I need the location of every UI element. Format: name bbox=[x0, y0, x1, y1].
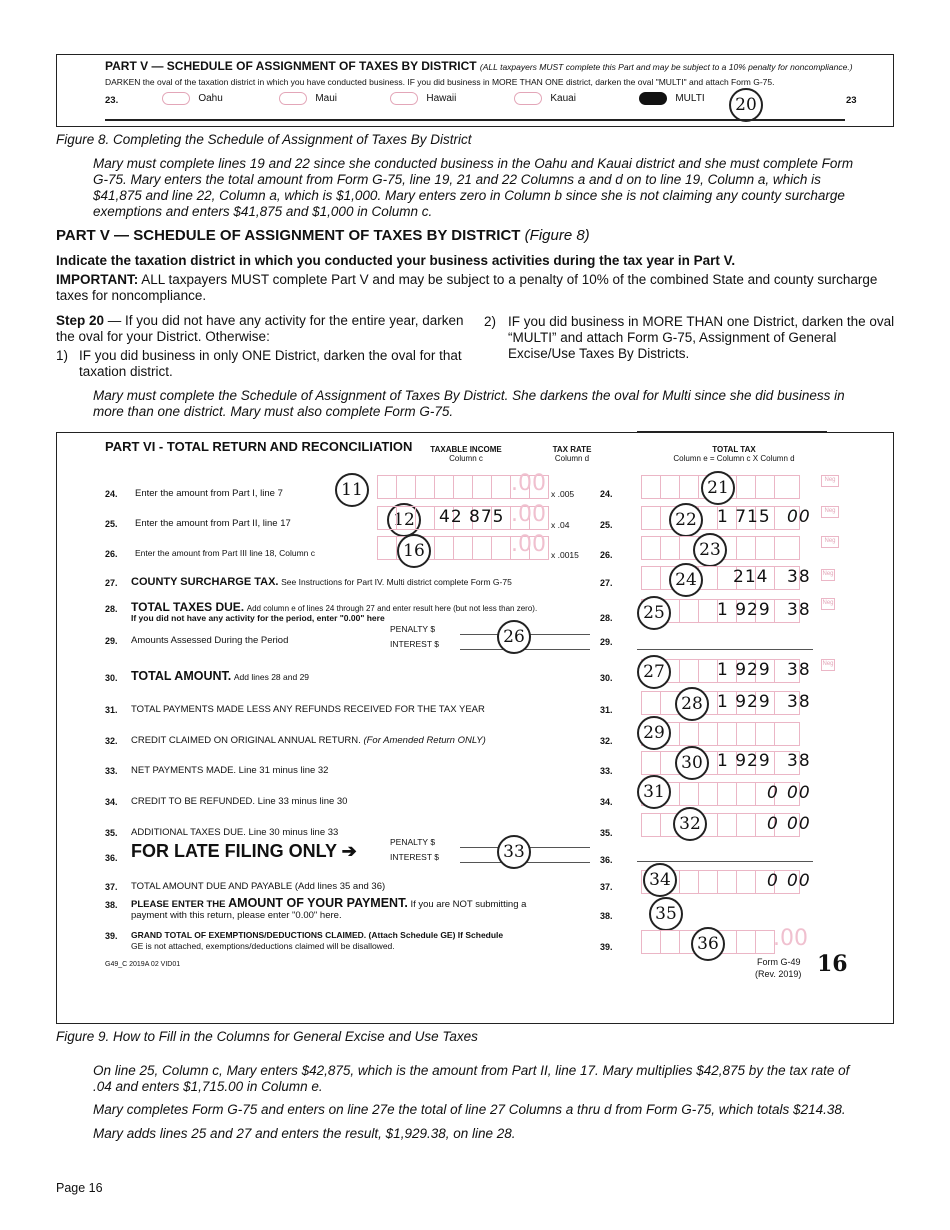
marker-31: 31 bbox=[637, 775, 671, 809]
form-page-number: 16 bbox=[817, 951, 848, 977]
line-39-text-2: GE is not attached, exemptions/deductions claimed will be disallowed. bbox=[131, 941, 395, 951]
line-28-number: 28. bbox=[105, 604, 118, 614]
part5-form-instruction: DARKEN the oval of the taxation district in which you have conducted business. IF you did business in MORE THAN ONE district, darken the oval "MULTI" and attach Form G-75. bbox=[105, 77, 775, 87]
line-26-neg-box[interactable]: Neg bbox=[821, 536, 839, 548]
line-23-number: 23. bbox=[105, 95, 119, 106]
line-35-number-right: 35. bbox=[600, 828, 613, 838]
marker-34: 34 bbox=[643, 863, 677, 897]
line-31-value: 1 929 bbox=[717, 692, 771, 712]
figure-9-caption: Figure 9. How to Fill in the Columns for General Excise and Use Taxes bbox=[56, 1029, 478, 1044]
line-27-number-right: 27. bbox=[600, 578, 613, 588]
line-34-number: 34. bbox=[105, 797, 118, 807]
form-revision: (Rev. 2019) bbox=[755, 969, 802, 979]
step-item-2: 2) IF you did business in MORE THAN one District, darken the oval “MULTI” and attach Form G-75, Assignment of General Excise/Use Taxes By Districts. bbox=[484, 314, 895, 361]
district-maui[interactable]: Maui bbox=[279, 92, 337, 105]
district-multi[interactable]: MULTI bbox=[639, 92, 705, 105]
important-label: IMPORTANT: bbox=[56, 272, 139, 287]
line-29-penalty: PENALTY $ bbox=[390, 624, 436, 634]
line-31-cents: 38 bbox=[787, 692, 811, 712]
marker-35: 35 bbox=[649, 897, 683, 931]
col-d-header: TAX RATE Column d bbox=[552, 445, 592, 463]
line-38-number: 38. bbox=[105, 900, 118, 910]
line-32-number: 32. bbox=[105, 736, 118, 746]
form-code: G49_C 2019A 02 VID01 bbox=[105, 961, 181, 968]
col-c-header: TAXABLE INCOME Column c bbox=[430, 445, 502, 463]
page-footer: Page 16 bbox=[56, 1181, 103, 1195]
line-27-cents: 38 bbox=[787, 567, 811, 587]
line-27-value: 214 bbox=[733, 567, 769, 587]
line-25-number-right: 25. bbox=[600, 520, 613, 530]
line-36-penalty: PENALTY $ bbox=[390, 837, 436, 847]
line-34-text: CREDIT TO BE REFUNDED. Line 33 minus line 30 bbox=[131, 796, 348, 807]
part6-form bbox=[56, 432, 894, 1024]
line-38-text: PLEASE ENTER THE AMOUNT OF YOUR PAYMENT. If you are NOT submitting a bbox=[131, 896, 527, 910]
line-27-col-e-field[interactable] bbox=[641, 566, 800, 590]
marker-23: 23 bbox=[693, 533, 727, 567]
line-39-number-right: 39. bbox=[600, 942, 613, 952]
line-33-text: NET PAYMENTS MADE. Line 31 minus line 32 bbox=[131, 765, 329, 776]
line-24-text: Enter the amount from Part I, line 7 bbox=[135, 488, 283, 499]
figure-8-caption: Figure 8. Completing the Schedule of Assignment of Taxes By District bbox=[56, 132, 472, 147]
line-27-text: COUNTY SURCHARGE TAX. See Instructions for Part IV. Multi district complete Form G-75 bbox=[131, 576, 512, 588]
line-28-text: TOTAL TAXES DUE. Add column e of lines 24 through 27 and enter result here (but not less than zero). bbox=[131, 600, 538, 614]
line-25-number: 25. bbox=[105, 519, 118, 529]
paragraph-line-28: Mary adds lines 25 and 27 and enters the result, $1,929.38, on line 28. bbox=[93, 1126, 516, 1141]
line-36-col-e-line bbox=[637, 861, 813, 862]
line-25-rate: x .04 bbox=[551, 520, 570, 530]
line-30-value: 1 929 bbox=[717, 660, 771, 680]
line-35-text: ADDITIONAL TAXES DUE. Line 30 minus line 33 bbox=[131, 827, 339, 838]
line-37-text: TOTAL AMOUNT DUE AND PAYABLE (Add lines 35 and 36) bbox=[131, 881, 386, 892]
step-20-label: Step 20 bbox=[56, 313, 105, 328]
paragraph-mary-lines-19-22: Mary must complete lines 19 and 22 since she conducted business in the Oahu and Kauai district and she must complete Form G-75. Mary enters the total amount from Form G-75, line 19, 21 and 22 Columns a and d on to line 19, Column a, which is $41,875 and line 22, Column a, which is $1,000. Mary enters zero in Column b since she is not claiming any county surcharge exemptions and enters $41,875 and $1,000 in Column c. bbox=[93, 156, 854, 219]
line-26-text: Enter the amount from Part III line 18, Column c bbox=[135, 548, 315, 558]
line-34-number-right: 34. bbox=[600, 797, 613, 807]
marker-27: 27 bbox=[637, 655, 671, 689]
line-28-value: 1 929 bbox=[717, 600, 771, 620]
line-34-value: 0 bbox=[767, 783, 779, 803]
line-28-text-2: If you did not have any activity for the period, enter "0.00" here bbox=[131, 613, 385, 623]
line-24-col-c-cents: .00 bbox=[511, 471, 546, 496]
line-26-col-c-cents: .00 bbox=[511, 532, 546, 557]
line-30-text: TOTAL AMOUNT. Add lines 28 and 29 bbox=[131, 669, 310, 683]
line-39-number: 39. bbox=[105, 931, 118, 941]
line-30-neg-box[interactable]: Neg bbox=[821, 659, 835, 671]
line-32-text: CREDIT CLAIMED ON ORIGINAL ANNUAL RETURN. (For Amended Return ONLY) bbox=[131, 735, 486, 746]
marker-32: 32 bbox=[673, 807, 707, 841]
line-24-neg-box[interactable]: Neg bbox=[821, 475, 839, 487]
line-33-value: 1 929 bbox=[717, 751, 771, 771]
step-item-1: 1) IF you did business in only ONE District, darken the oval for that taxation district. bbox=[56, 348, 462, 379]
line-29-number: 29. bbox=[105, 636, 118, 646]
line-25-col-c-value: 42 875 bbox=[439, 507, 505, 527]
line-36-text: FOR LATE FILING ONLY ➔ bbox=[131, 841, 357, 861]
line-25-col-e-value: 1 715 bbox=[717, 507, 771, 527]
line-29-col-e-line bbox=[637, 649, 813, 650]
line-38-text-2: payment with this return, please enter "0.00" here. bbox=[131, 910, 342, 921]
paragraph-line-25: On line 25, Column c, Mary enters $42,875, which is the amount from Part II, line 17. Mary multiplies $42,875 by the tax rate of .04 and enters $1,715.00 in Column e. bbox=[93, 1063, 850, 1094]
marker-11: 11 bbox=[335, 473, 369, 507]
marker-25: 25 bbox=[637, 596, 671, 630]
marker-26: 26 bbox=[497, 620, 531, 654]
line-27-number: 27. bbox=[105, 578, 118, 588]
district-oahu[interactable]: Oahu bbox=[162, 92, 223, 105]
line-30-cents: 38 bbox=[787, 660, 811, 680]
section-heading-figure-ref: (Figure 8) bbox=[524, 227, 590, 244]
marker-29: 29 bbox=[637, 716, 671, 750]
marker-21: 21 bbox=[701, 471, 735, 505]
marker-20: 20 bbox=[729, 88, 763, 122]
line-29-number-right: 29. bbox=[600, 637, 613, 647]
line-37-cents: 00 bbox=[787, 871, 811, 891]
part5-form-title-note: (ALL taxpayers MUST complete this Part and may be subject to a 10% penalty for noncompliance.) bbox=[479, 62, 853, 72]
line-28-number-right: 28. bbox=[600, 613, 613, 623]
marker-36: 36 bbox=[691, 927, 725, 961]
line-30-number: 30. bbox=[105, 673, 118, 683]
step-20-text: Step 20 — If you did not have any activity for the entire year, darken the oval for your District. Otherwise: bbox=[56, 313, 464, 344]
form-rule bbox=[105, 119, 845, 121]
part6-top-rule bbox=[637, 431, 827, 433]
line-29-text: Amounts Assessed During the Period bbox=[131, 635, 289, 646]
line-28-cents: 38 bbox=[787, 600, 811, 620]
line-36-number: 36. bbox=[105, 853, 118, 863]
part5-form-snippet bbox=[56, 54, 894, 127]
line-31-number-right: 31. bbox=[600, 705, 613, 715]
line-25-col-e-cents: 00 bbox=[787, 507, 811, 527]
part5-form-title: PART V — SCHEDULE OF ASSIGNMENT OF TAXES BY DISTRICT (ALL taxpayers MUST complete this Part and may be subject to a 10% penalty for noncompliance.) bbox=[105, 59, 853, 73]
line-39-cents: .00 bbox=[773, 926, 808, 951]
line-35-value: 0 bbox=[767, 814, 779, 834]
line-32-number-right: 32. bbox=[600, 736, 613, 746]
line-24-number-right: 24. bbox=[600, 489, 613, 499]
line-33-number-right: 33. bbox=[600, 766, 613, 776]
marker-16: 16 bbox=[397, 534, 431, 568]
line-24-number: 24. bbox=[105, 489, 118, 499]
marker-22: 22 bbox=[669, 503, 703, 537]
line-26-rate: x .0015 bbox=[551, 550, 579, 560]
part6-title: PART VI - TOTAL RETURN AND RECONCILIATION bbox=[105, 439, 413, 454]
paragraph-line-27e: Mary completes Form G-75 and enters on line 27e the total of line 27 Columns a thru d from Form G-75, which totals $214.38. bbox=[93, 1102, 846, 1117]
line-23-number-right: 23 bbox=[846, 95, 857, 106]
line-30-number-right: 30. bbox=[600, 673, 613, 683]
line-37-value: 0 bbox=[767, 871, 779, 891]
line-27-neg-box[interactable]: Neg bbox=[821, 569, 835, 581]
col-e-header: TOTAL TAX Column e = Column c X Column d bbox=[673, 445, 795, 463]
line-31-number: 31. bbox=[105, 705, 118, 715]
maui-oval[interactable] bbox=[279, 92, 307, 105]
line-28-neg-box[interactable]: Neg bbox=[821, 598, 835, 610]
line-33-cents: 38 bbox=[787, 751, 811, 771]
district-kauai[interactable]: Kauai bbox=[514, 92, 576, 105]
line-36-number-right: 36. bbox=[600, 855, 613, 865]
line-31-text: TOTAL PAYMENTS MADE LESS ANY REFUNDS RECEIVED FOR THE TAX YEAR bbox=[131, 704, 485, 715]
line-35-cents: 00 bbox=[787, 814, 811, 834]
important-note bbox=[56, 272, 896, 304]
hawaii-oval[interactable] bbox=[390, 92, 418, 105]
line-33-number: 33. bbox=[105, 766, 118, 776]
line-35-number: 35. bbox=[105, 828, 118, 838]
marker-12: 12 bbox=[387, 503, 421, 537]
line-25-text: Enter the amount from Part II, line 17 bbox=[135, 518, 291, 529]
line-26-number-right: 26. bbox=[600, 550, 613, 560]
line-34-cents: 00 bbox=[787, 783, 811, 803]
district-hawaii[interactable]: Hawaii bbox=[390, 92, 456, 105]
section-heading: PART V — SCHEDULE OF ASSIGNMENT OF TAXES BY DISTRICT (Figure 8) bbox=[56, 227, 590, 244]
kauai-oval[interactable] bbox=[514, 92, 542, 105]
line-37-number-right: 37. bbox=[600, 882, 613, 892]
line-25-neg-box[interactable]: Neg bbox=[821, 506, 839, 518]
line-26-number: 26. bbox=[105, 549, 118, 559]
line-25-col-c-cents: .00 bbox=[511, 502, 546, 527]
marker-28: 28 bbox=[675, 687, 709, 721]
form-name: Form G-49 bbox=[757, 957, 801, 967]
line-38-number-right: 38. bbox=[600, 911, 613, 921]
marker-30: 30 bbox=[675, 746, 709, 780]
line-36-interest: INTEREST $ bbox=[390, 852, 439, 862]
line-37-number: 37. bbox=[105, 882, 118, 892]
multi-oval-filled[interactable] bbox=[639, 92, 667, 105]
marker-33: 33 bbox=[497, 835, 531, 869]
line-24-rate: x .005 bbox=[551, 489, 575, 499]
marker-24: 24 bbox=[669, 563, 703, 597]
line-39-text: GRAND TOTAL OF EXEMPTIONS/DEDUCTIONS CLAIMED. (Attach Schedule GE) If Schedule bbox=[131, 930, 504, 940]
subheading: Indicate the taxation district in which you conducted your business activities during the tax year in Part V. bbox=[56, 253, 736, 268]
paragraph-mary-multi: Mary must complete the Schedule of Assignment of Taxes By District. She darkens the oval for Multi since she did business in more than one district. Mary must also complete Form G-75. bbox=[93, 388, 845, 419]
important-text: ALL taxpayers MUST complete Part V and may be subject to a penalty of 10% of the combined State and county surcharge taxes for noncompliance. bbox=[56, 272, 878, 303]
oahu-oval[interactable] bbox=[162, 92, 190, 105]
line-29-interest: INTEREST $ bbox=[390, 639, 439, 649]
